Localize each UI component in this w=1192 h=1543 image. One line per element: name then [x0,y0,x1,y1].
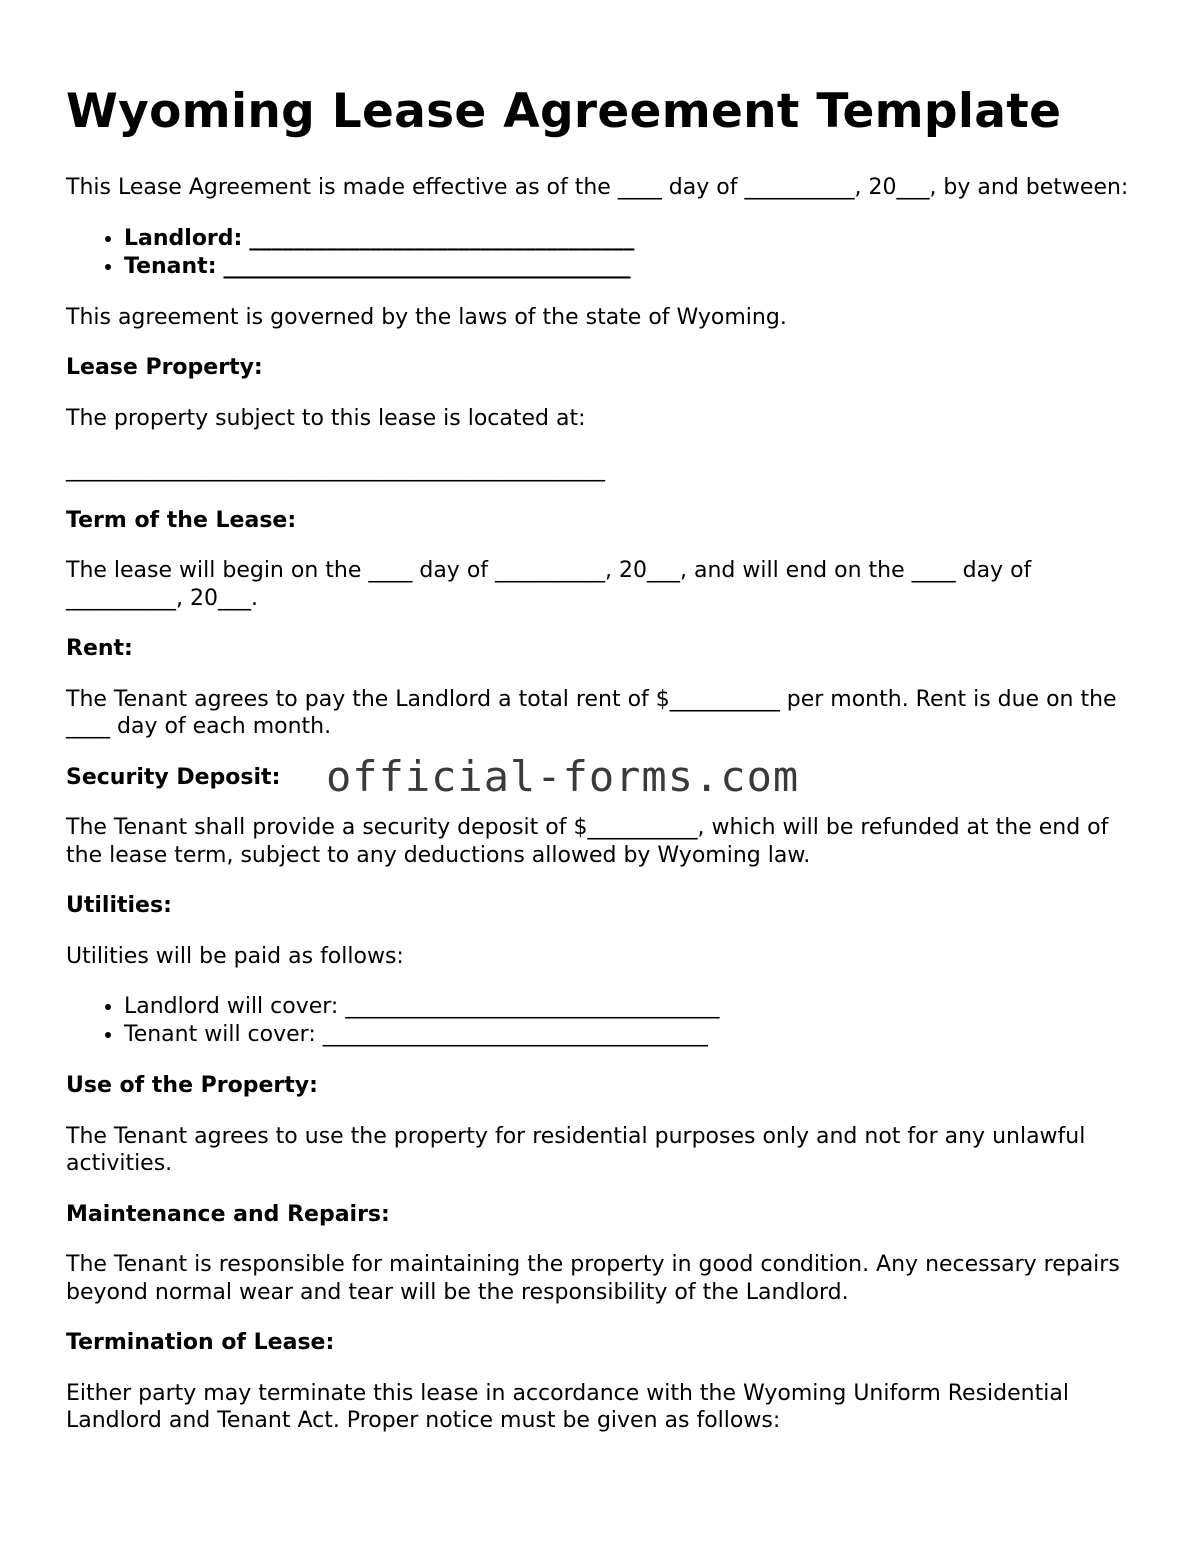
rent-heading: Rent: [66,636,133,661]
maintenance-heading: Maintenance and Repairs: [66,1201,390,1227]
termination-text: Either party may terminate this lease in accordance with the Wyoming Uniform Residential Landlord and Tenant Act. Proper notice must be given as follows: [66,1380,1069,1433]
intro-paragraph: This Lease Agreement is made effective as of the ____ day of __________, 20___, by and between: [66,175,1129,200]
property-heading: Lease Property: [66,355,263,380]
use-text: The Tenant agrees to use the property for residential purposes only and not for any unlawful activities. [66,1123,1086,1176]
deposit-heading: Security Deposit: [66,764,281,790]
deposit-text: The Tenant shall provide a security deposit of $__________, which will be refunded at the end of the lease term, subject to any deductions allowed by Wyoming law. [66,815,1109,868]
document-title: Wyoming Lease Agreement Template [66,84,1062,139]
utilities-heading: Utilities: [66,893,172,918]
governing-law-paragraph: This agreement is governed by the laws of the state of Wyoming. [66,304,787,330]
use-heading: Use of the Property: [66,1073,318,1098]
utilities-landlord-item: • Landlord will cover: __________________________________ [124,993,1136,1021]
parties-list [66,225,1136,281]
utilities-tenant-item: • Tenant will cover: ___________________________________ [124,1021,1136,1049]
tenant-blank: _____________________________________ [223,253,631,279]
landlord-blank: ___________________________________ [249,225,635,251]
tenant-label: Tenant: [124,253,217,279]
maintenance-text: The Tenant is responsible for maintaining the property in good condition. Any necessary repairs beyond normal wear and tear will be the responsibility of the Landlord. [66,1252,1120,1305]
tenant-party [124,253,1136,281]
termination-heading: Termination of Lease: [66,1330,335,1355]
term-text: The lease will begin on the ____ day of __________, 20___, and will end on the ____ day of __________, 20___. [66,558,1032,611]
utilities-text: Utilities will be paid as follows: [66,943,404,969]
watermark: official-forms.com [326,752,800,801]
landlord-label: Landlord: [124,225,243,251]
property-text: The property subject to this lease is located at: [66,405,586,431]
utilities-list [66,993,1136,1049]
document-page [66,84,1136,1458]
rent-text: The Tenant agrees to pay the Landlord a total rent of $__________ per month. Rent is due on the ____ day of each month. [66,686,1117,739]
landlord-party [124,225,1136,253]
property-address-blank: _________________________________________________ [66,457,605,482]
term-heading: Term of the Lease: [66,507,297,533]
